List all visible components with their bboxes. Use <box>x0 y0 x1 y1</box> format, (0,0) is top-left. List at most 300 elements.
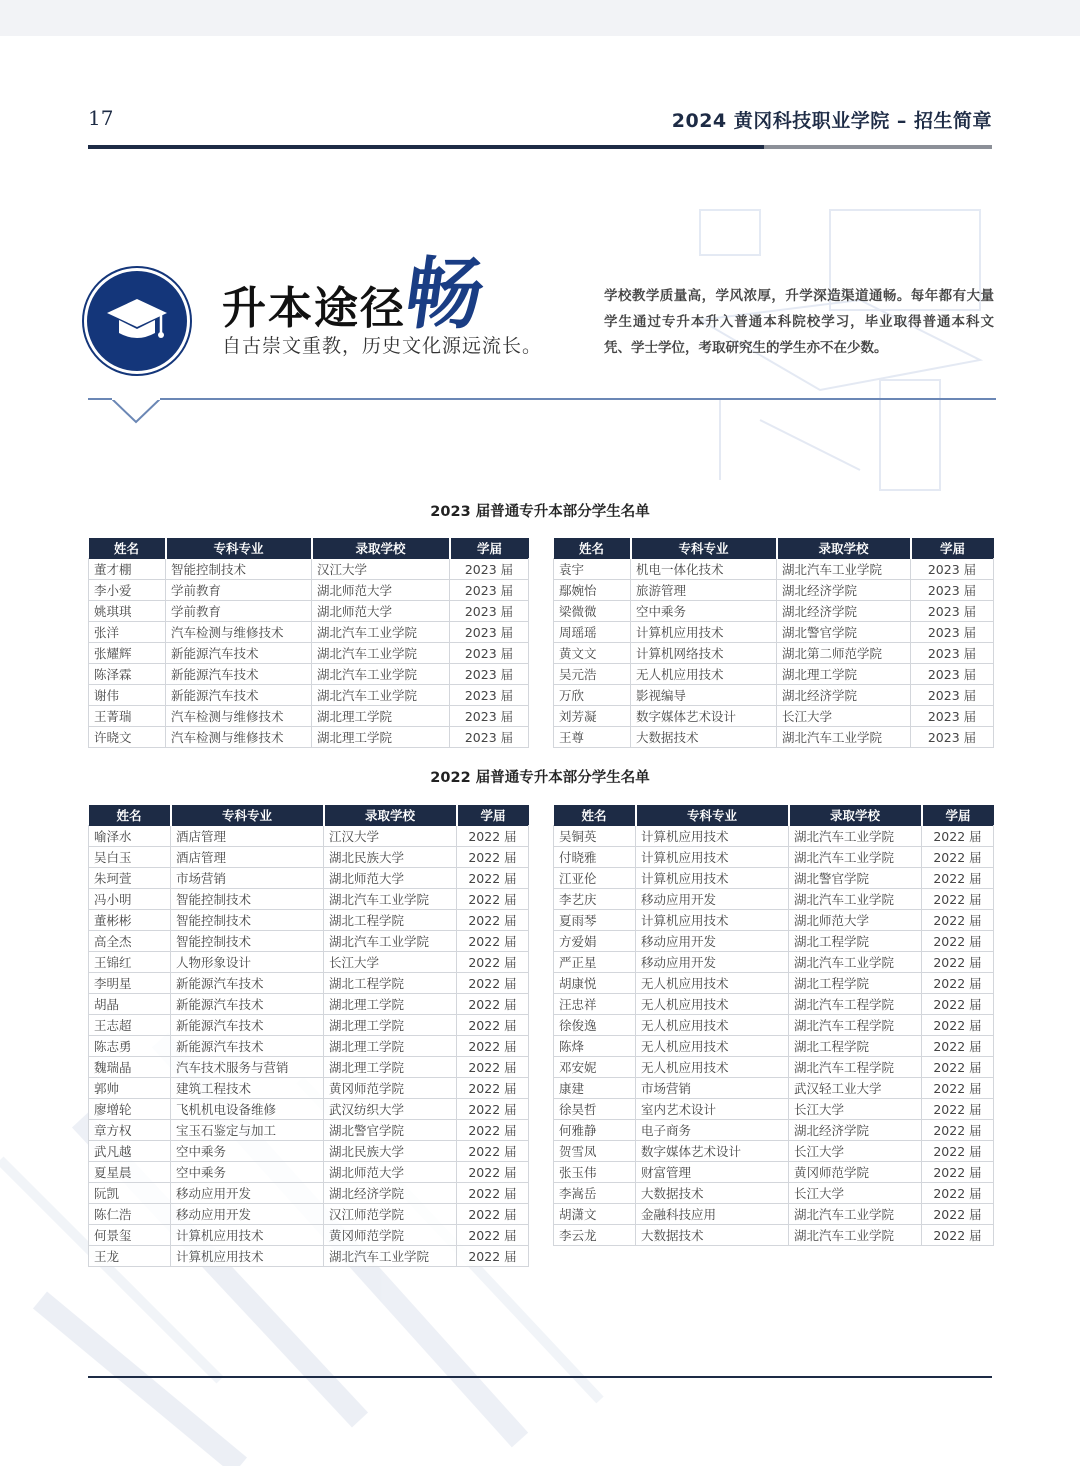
admitted-school: 湖北经济学院 <box>324 1183 457 1204</box>
major: 智能控制技术 <box>171 910 324 931</box>
graduation-cap-badge <box>84 268 190 374</box>
admitted-school: 湖北汽车工业学院 <box>324 1246 457 1267</box>
admitted-school: 湖北经济学院 <box>777 685 911 706</box>
major: 汽车技术服务与营销 <box>171 1057 324 1078</box>
student-name: 邓安妮 <box>554 1057 636 1078</box>
student-name: 张玉伟 <box>554 1162 636 1183</box>
table-row <box>554 706 994 727</box>
admitted-school: 湖北理工学院 <box>324 1036 457 1057</box>
table-2023-right <box>553 538 994 748</box>
major: 移动应用开发 <box>171 1183 324 1204</box>
major: 移动应用开发 <box>636 952 789 973</box>
section-divider <box>88 398 996 400</box>
admitted-school: 湖北理工学院 <box>312 706 450 727</box>
graduation-year: 2022 届 <box>922 1078 994 1099</box>
student-name: 王尊 <box>554 727 631 748</box>
graduation-year: 2023 届 <box>450 580 529 601</box>
table-row <box>554 1036 994 1057</box>
admitted-school: 湖北工程学院 <box>789 1036 922 1057</box>
table-row <box>554 973 994 994</box>
admitted-school: 长江大学 <box>789 1183 922 1204</box>
graduation-year: 2022 届 <box>457 1246 529 1267</box>
table-row <box>89 847 529 868</box>
student-name: 陈烽 <box>554 1036 636 1057</box>
column-header-major: 专科专业 <box>636 805 789 826</box>
student-name: 胡康悦 <box>554 973 636 994</box>
graduation-year: 2022 届 <box>457 952 529 973</box>
table-row <box>89 826 529 847</box>
admitted-school: 湖北工程学院 <box>789 931 922 952</box>
graduation-year: 2022 届 <box>457 889 529 910</box>
admitted-school: 湖北理工学院 <box>777 664 911 685</box>
admitted-school: 武汉纺织大学 <box>324 1099 457 1120</box>
student-name: 梁微微 <box>554 601 631 622</box>
column-header-year: 学届 <box>457 805 529 826</box>
graduation-year: 2022 届 <box>922 973 994 994</box>
table-row <box>554 1141 994 1162</box>
major: 计算机应用技术 <box>636 826 789 847</box>
table-row <box>554 1183 994 1204</box>
student-name: 王菁瑞 <box>89 706 166 727</box>
major: 无人机应用技术 <box>636 1036 789 1057</box>
table-row <box>554 643 994 664</box>
admitted-school: 湖北师范大学 <box>324 868 457 889</box>
column-header-school: 录取学校 <box>324 805 457 826</box>
admitted-school: 黄冈师范学院 <box>324 1225 457 1246</box>
student-name: 陈志勇 <box>89 1036 171 1057</box>
major: 人物形象设计 <box>171 952 324 973</box>
column-header-name: 姓名 <box>89 805 171 826</box>
student-name: 汪忠祥 <box>554 994 636 1015</box>
table-row <box>89 1162 529 1183</box>
major: 计算机应用技术 <box>631 622 777 643</box>
graduation-year: 2022 届 <box>922 952 994 973</box>
admitted-school: 湖北汽车工业学院 <box>312 685 450 706</box>
table-row <box>554 1120 994 1141</box>
student-name: 冯小明 <box>89 889 171 910</box>
admitted-school: 湖北师范大学 <box>312 601 450 622</box>
table-row <box>89 1120 529 1141</box>
major: 新能源汽车技术 <box>171 1015 324 1036</box>
table-row <box>89 889 529 910</box>
student-name: 陈泽霖 <box>89 664 166 685</box>
table-2023-caption: 2023 届普通专升本部分学生名单 <box>430 504 650 520</box>
student-name: 周瑶瑶 <box>554 622 631 643</box>
major: 移动应用开发 <box>171 1204 324 1225</box>
student-name: 鄢婉怡 <box>554 580 631 601</box>
table-row <box>554 1015 994 1036</box>
student-name: 章方权 <box>89 1120 171 1141</box>
column-header-name: 姓名 <box>554 538 631 559</box>
admitted-school: 湖北警官学院 <box>324 1120 457 1141</box>
table-row <box>554 559 994 580</box>
table-row <box>554 1225 994 1246</box>
admitted-school: 湖北理工学院 <box>324 1057 457 1078</box>
graduation-year: 2023 届 <box>911 559 994 580</box>
admitted-school: 湖北师范大学 <box>324 1162 457 1183</box>
column-header-major: 专科专业 <box>166 538 312 559</box>
table-row <box>89 1015 529 1036</box>
major: 计算机应用技术 <box>171 1246 324 1267</box>
table-2022-left <box>88 805 529 1267</box>
table-row <box>89 1036 529 1057</box>
major: 无人机应用技术 <box>636 1057 789 1078</box>
table-row <box>89 727 529 748</box>
student-name: 胡潇文 <box>554 1204 636 1225</box>
table-row <box>554 1162 994 1183</box>
major: 新能源汽车技术 <box>166 664 312 685</box>
graduation-year: 2023 届 <box>450 622 529 643</box>
table-row <box>89 706 529 727</box>
table-row <box>89 1204 529 1225</box>
student-name: 黄文文 <box>554 643 631 664</box>
student-name: 朱珂萱 <box>89 868 171 889</box>
graduation-year: 2022 届 <box>457 1141 529 1162</box>
graduation-year: 2022 届 <box>922 1057 994 1078</box>
major: 酒店管理 <box>171 826 324 847</box>
table-row <box>554 1057 994 1078</box>
admitted-school: 湖北师范大学 <box>789 910 922 931</box>
admitted-school: 湖北理工学院 <box>324 994 457 1015</box>
table-row <box>89 994 529 1015</box>
major: 学前教育 <box>166 601 312 622</box>
major: 电子商务 <box>636 1120 789 1141</box>
student-name: 何景玺 <box>89 1225 171 1246</box>
table-row <box>89 1183 529 1204</box>
table-row <box>89 1057 529 1078</box>
graduation-year: 2022 届 <box>922 889 994 910</box>
table-row <box>554 664 994 685</box>
column-header-school: 录取学校 <box>312 538 450 559</box>
admitted-school: 湖北汽车工程学院 <box>789 1057 922 1078</box>
graduation-year: 2022 届 <box>457 931 529 952</box>
major: 新能源汽车技术 <box>166 643 312 664</box>
table-row <box>89 910 529 931</box>
admitted-school: 江汉大学 <box>324 826 457 847</box>
graduation-year: 2022 届 <box>457 973 529 994</box>
section-accent-character: 畅 <box>398 249 490 340</box>
table-row <box>554 601 994 622</box>
admitted-school: 长江大学 <box>789 1141 922 1162</box>
student-name: 陈仁浩 <box>89 1204 171 1225</box>
column-header-major: 专科专业 <box>631 538 777 559</box>
major: 移动应用开发 <box>636 889 789 910</box>
major: 无人机应用技术 <box>636 1015 789 1036</box>
graduation-year: 2023 届 <box>911 601 994 622</box>
table-row <box>89 559 529 580</box>
admitted-school: 长江大学 <box>324 952 457 973</box>
admitted-school: 湖北师范大学 <box>312 580 450 601</box>
major: 无人机应用技术 <box>636 994 789 1015</box>
major: 新能源汽车技术 <box>171 1036 324 1057</box>
student-name: 王龙 <box>89 1246 171 1267</box>
column-header-name: 姓名 <box>554 805 636 826</box>
student-name: 江亚伦 <box>554 868 636 889</box>
table-row <box>554 868 994 889</box>
admitted-school: 湖北经济学院 <box>777 601 911 622</box>
admitted-school: 湖北汽车工业学院 <box>789 889 922 910</box>
graduation-year: 2022 届 <box>457 1120 529 1141</box>
table-row <box>554 1099 994 1120</box>
major: 计算机网络技术 <box>631 643 777 664</box>
admitted-school: 黄冈师范学院 <box>789 1162 922 1183</box>
student-name: 贺雪凤 <box>554 1141 636 1162</box>
table-row <box>554 685 994 706</box>
student-name: 夏雨琴 <box>554 910 636 931</box>
student-name: 胡晶 <box>89 994 171 1015</box>
student-name: 李艺庆 <box>554 889 636 910</box>
student-name: 王志超 <box>89 1015 171 1036</box>
graduation-year: 2022 届 <box>457 994 529 1015</box>
student-name: 康建 <box>554 1078 636 1099</box>
graduation-year: 2023 届 <box>911 580 994 601</box>
major: 学前教育 <box>166 580 312 601</box>
admitted-school: 湖北汽车工业学院 <box>789 952 922 973</box>
admitted-school: 湖北汽车工业学院 <box>324 931 457 952</box>
table-row <box>89 952 529 973</box>
major: 影视编导 <box>631 685 777 706</box>
graduation-year: 2022 届 <box>922 994 994 1015</box>
graduation-year: 2023 届 <box>450 727 529 748</box>
major: 机电一体化技术 <box>631 559 777 580</box>
graduation-year: 2023 届 <box>450 601 529 622</box>
student-name: 徐俊逸 <box>554 1015 636 1036</box>
admitted-school: 湖北警官学院 <box>789 868 922 889</box>
admitted-school: 湖北工程学院 <box>324 973 457 994</box>
student-name: 高全杰 <box>89 931 171 952</box>
student-name: 许晓文 <box>89 727 166 748</box>
major: 飞机机电设备维修 <box>171 1099 324 1120</box>
student-name: 付晓雅 <box>554 847 636 868</box>
header-rule-dark <box>88 145 764 149</box>
major: 建筑工程技术 <box>171 1078 324 1099</box>
student-name: 武凡越 <box>89 1141 171 1162</box>
graduation-year: 2022 届 <box>922 1015 994 1036</box>
major: 空中乘务 <box>171 1141 324 1162</box>
graduation-year: 2023 届 <box>450 559 529 580</box>
major: 计算机应用技术 <box>171 1225 324 1246</box>
student-name: 喻泽水 <box>89 826 171 847</box>
table-row <box>89 1246 529 1267</box>
student-name: 徐昊哲 <box>554 1099 636 1120</box>
column-header-year: 学届 <box>922 805 994 826</box>
table-row <box>554 1204 994 1225</box>
table-row <box>554 952 994 973</box>
student-name: 张耀辉 <box>89 643 166 664</box>
student-name: 阮凯 <box>89 1183 171 1204</box>
admitted-school: 湖北工程学院 <box>324 910 457 931</box>
admitted-school: 湖北汽车工业学院 <box>312 622 450 643</box>
admitted-school: 湖北汽车工业学院 <box>789 826 922 847</box>
admitted-school: 湖北汽车工业学院 <box>789 1225 922 1246</box>
admitted-school: 湖北工程学院 <box>789 973 922 994</box>
graduation-year: 2022 届 <box>457 1225 529 1246</box>
student-name: 严正星 <box>554 952 636 973</box>
graduation-year: 2022 届 <box>922 1099 994 1120</box>
column-header-school: 录取学校 <box>789 805 922 826</box>
graduation-cap-icon <box>105 293 169 349</box>
table-2022-right <box>553 805 994 1246</box>
admitted-school: 武汉轻工业大学 <box>789 1078 922 1099</box>
table-row <box>89 685 529 706</box>
major: 室内艺术设计 <box>636 1099 789 1120</box>
column-header-year: 学届 <box>450 538 529 559</box>
major: 财富管理 <box>636 1162 789 1183</box>
student-name: 张洋 <box>89 622 166 643</box>
page-number: 17 <box>88 106 114 130</box>
table-row <box>554 994 994 1015</box>
graduation-year: 2023 届 <box>911 727 994 748</box>
student-name: 夏星晨 <box>89 1162 171 1183</box>
admitted-school: 湖北理工学院 <box>312 727 450 748</box>
admitted-school: 湖北汽车工业学院 <box>777 559 911 580</box>
table-row <box>89 1078 529 1099</box>
admitted-school: 长江大学 <box>777 706 911 727</box>
student-name: 廖增轮 <box>89 1099 171 1120</box>
section-intro: 学校教学质量高，学风浓厚，升学深造渠道通畅。每年都有大量学生通过专升本升入普通本科院校学习，毕业取得普通本科文凭、学士学位，考取研究生的学生亦不在少数。 <box>604 288 994 356</box>
student-name: 李云龙 <box>554 1225 636 1246</box>
major: 移动应用开发 <box>636 931 789 952</box>
student-name: 袁宇 <box>554 559 631 580</box>
graduation-year: 2022 届 <box>922 1162 994 1183</box>
table-2023-left <box>88 538 529 748</box>
table-row <box>89 1225 529 1246</box>
graduation-year: 2022 届 <box>457 1204 529 1225</box>
graduation-year: 2023 届 <box>450 706 529 727</box>
graduation-year: 2023 届 <box>911 706 994 727</box>
major: 空中乘务 <box>171 1162 324 1183</box>
graduation-year: 2022 届 <box>457 1162 529 1183</box>
table-row <box>554 931 994 952</box>
major: 数字媒体艺术设计 <box>636 1141 789 1162</box>
table-2022-caption: 2022 届普通专升本部分学生名单 <box>430 770 650 786</box>
major: 智能控制技术 <box>171 931 324 952</box>
student-name: 刘芳凝 <box>554 706 631 727</box>
major: 金融科技应用 <box>636 1204 789 1225</box>
table-row <box>89 664 529 685</box>
admitted-school: 汉江大学 <box>312 559 450 580</box>
admitted-school: 湖北汽车工业学院 <box>777 727 911 748</box>
admitted-school: 湖北经济学院 <box>789 1120 922 1141</box>
table-row <box>89 1141 529 1162</box>
table-row <box>554 622 994 643</box>
admitted-school: 湖北民族大学 <box>324 847 457 868</box>
major: 无人机应用技术 <box>636 973 789 994</box>
divider-notch <box>112 398 160 424</box>
student-name: 方爱娟 <box>554 931 636 952</box>
graduation-year: 2022 届 <box>922 1120 994 1141</box>
admitted-school: 湖北汽车工业学院 <box>312 643 450 664</box>
graduation-year: 2022 届 <box>457 868 529 889</box>
admitted-school: 湖北汽车工程学院 <box>789 1015 922 1036</box>
student-name: 王锦红 <box>89 952 171 973</box>
major: 数字媒体艺术设计 <box>631 706 777 727</box>
admitted-school: 湖北理工学院 <box>324 1015 457 1036</box>
admitted-school: 湖北汽车工程学院 <box>789 994 922 1015</box>
admitted-school: 湖北汽车工业学院 <box>312 664 450 685</box>
graduation-year: 2022 届 <box>457 1015 529 1036</box>
graduation-year: 2022 届 <box>457 1057 529 1078</box>
graduation-year: 2023 届 <box>450 685 529 706</box>
header-title: 2024 黄冈科技职业学院 – 招生简章 <box>671 110 992 132</box>
graduation-year: 2022 届 <box>922 910 994 931</box>
major: 汽车检测与维修技术 <box>166 727 312 748</box>
student-name: 吴白玉 <box>89 847 171 868</box>
section-title: 升本途径 <box>222 283 406 334</box>
column-header-major: 专科专业 <box>171 805 324 826</box>
admitted-school: 湖北汽车工业学院 <box>789 1204 922 1225</box>
graduation-year: 2022 届 <box>922 1183 994 1204</box>
graduation-year: 2023 届 <box>911 622 994 643</box>
student-name: 李嵩岳 <box>554 1183 636 1204</box>
column-header-year: 学届 <box>911 538 994 559</box>
major: 大数据技术 <box>631 727 777 748</box>
major: 计算机应用技术 <box>636 868 789 889</box>
table-row <box>554 727 994 748</box>
table-row <box>89 622 529 643</box>
table-row <box>554 847 994 868</box>
table-row <box>89 643 529 664</box>
major: 智能控制技术 <box>166 559 312 580</box>
student-name: 万欣 <box>554 685 631 706</box>
major: 汽车检测与维修技术 <box>166 706 312 727</box>
graduation-year: 2022 届 <box>922 1141 994 1162</box>
section-subtitle: 自古崇文重教，历史文化源远流长。 <box>222 335 543 357</box>
graduation-year: 2022 届 <box>457 1036 529 1057</box>
graduation-year: 2023 届 <box>911 643 994 664</box>
student-name: 姚琪琪 <box>89 601 166 622</box>
major: 市场营销 <box>171 868 324 889</box>
major: 大数据技术 <box>636 1225 789 1246</box>
student-name: 李明星 <box>89 973 171 994</box>
graduation-year: 2023 届 <box>450 643 529 664</box>
student-name: 李小爱 <box>89 580 166 601</box>
major: 无人机应用技术 <box>631 664 777 685</box>
graduation-year: 2022 届 <box>457 1078 529 1099</box>
table-row <box>554 826 994 847</box>
major: 汽车检测与维修技术 <box>166 622 312 643</box>
admitted-school: 黄冈师范学院 <box>324 1078 457 1099</box>
graduation-year: 2022 届 <box>922 1204 994 1225</box>
graduation-year: 2022 届 <box>922 868 994 889</box>
table-row <box>554 580 994 601</box>
table-row <box>89 868 529 889</box>
major: 酒店管理 <box>171 847 324 868</box>
graduation-year: 2022 届 <box>457 1183 529 1204</box>
footer-rule <box>88 1376 992 1378</box>
admitted-school: 汉江师范学院 <box>324 1204 457 1225</box>
major: 旅游管理 <box>631 580 777 601</box>
graduation-year: 2022 届 <box>922 1036 994 1057</box>
major: 市场营销 <box>636 1078 789 1099</box>
admitted-school: 湖北汽车工业学院 <box>324 889 457 910</box>
graduation-year: 2023 届 <box>911 685 994 706</box>
table-row <box>554 910 994 931</box>
major: 计算机应用技术 <box>636 847 789 868</box>
graduation-year: 2022 届 <box>922 826 994 847</box>
admitted-school: 湖北民族大学 <box>324 1141 457 1162</box>
student-name: 何雅静 <box>554 1120 636 1141</box>
graduation-year: 2022 届 <box>457 910 529 931</box>
major: 宝玉石鉴定与加工 <box>171 1120 324 1141</box>
header-rule-grey <box>764 145 992 149</box>
table-row <box>89 601 529 622</box>
graduation-year: 2022 届 <box>922 931 994 952</box>
graduation-year: 2022 届 <box>922 847 994 868</box>
major: 计算机应用技术 <box>636 910 789 931</box>
table-row <box>554 1078 994 1099</box>
table-row <box>89 1099 529 1120</box>
